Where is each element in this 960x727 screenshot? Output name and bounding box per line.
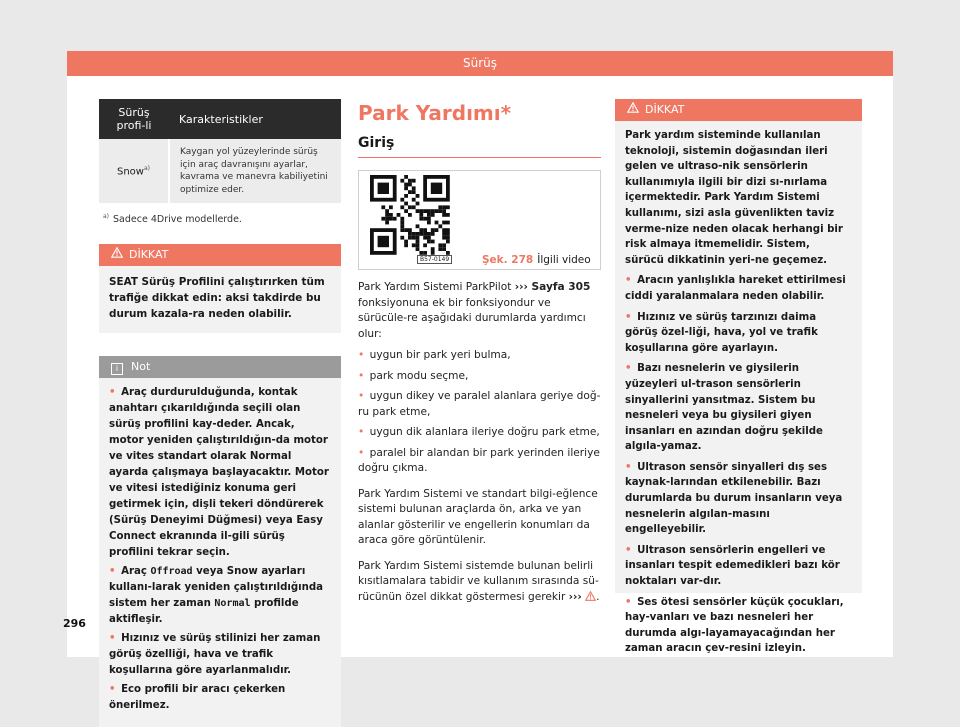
left-column xyxy=(99,99,341,727)
paragraph-text: Park Yardım Sistemi sistemde bulunan belirli kısıtlamalara tabidir ve kullanım sırasında sü-rücünün özel dikkat göstermesi gerekir xyxy=(358,559,599,603)
list-item xyxy=(109,564,331,628)
bullet: • xyxy=(625,275,632,287)
bullet: • xyxy=(358,369,365,382)
list-item-text: park modu seçme, xyxy=(369,369,469,382)
page-reference-link[interactable]: ››› Sayfa 305 xyxy=(514,281,591,293)
bullet: • xyxy=(358,446,365,459)
table-header-row xyxy=(99,99,341,139)
note-item-text: Araç durdurulduğunda, kontak anahtarı çıkarıldığında seçili olan sürüş profilini kay-deder. Ancak, motor yeniden çalıştırıldığın-da motor ve vites standart olarak Normal ayarda çalışmaya başlayacaktır. Motor ve vitesi istediğiniz konuma geri getirmek için, dişli tekeri döndürerek (Sürüş Deneyimi Düğmesi) veya Easy Connect ekranında il-gili sürüş profilini tekrar seçin. xyxy=(109,387,329,559)
qr-code-graphic xyxy=(367,175,453,255)
warning-item-text: Aracın yanlışlıkla hareket ettirilmesi ciddi yaralanmalara neden olabilir. xyxy=(625,275,846,302)
list-item xyxy=(358,348,601,364)
note-body xyxy=(99,378,341,727)
bullet: • xyxy=(625,461,632,473)
qr-code[interactable] xyxy=(367,175,453,263)
mode-label: Snow xyxy=(116,166,144,178)
note-item-text: Eco profili bir aracı çekerken önerilmez. xyxy=(109,684,286,712)
warning-body xyxy=(615,121,862,657)
middle-column xyxy=(358,99,601,605)
intro-text: Park Yardım Sistemi ParkPilot xyxy=(358,281,515,293)
paragraph-limitations: Park Yardım Sistemi sistemde bulunan belirli kısıtlamalara tabidir ve kullanım sırasında sü-rücünün özel dikkat göstermesi gerekir ››› . xyxy=(358,559,600,603)
note-item-text: veya xyxy=(192,566,227,578)
note-item-text: profilde aktifleşir. xyxy=(109,598,299,626)
list-item xyxy=(625,310,852,357)
intro-paragraph xyxy=(358,280,601,342)
footnote-text: Sadece 4Drive modellerde. xyxy=(113,214,242,226)
bullet: • xyxy=(358,349,365,361)
warning-reference-link[interactable]: ››› xyxy=(568,590,582,603)
list-item xyxy=(358,389,601,420)
footnote-mark: a) xyxy=(143,164,150,172)
paragraph-display: Park Yardım Sistemi ve standart bilgi-eğlence sistemi bulunan araçlarda ön, arka ve yan alanlar gösterilir ve engellerin konumları da araca göre görüntülenir. xyxy=(358,487,598,546)
list-item xyxy=(109,631,331,679)
list-item xyxy=(109,385,331,561)
warning-triangle-icon xyxy=(627,99,639,121)
warning-header xyxy=(99,244,341,266)
warning-triangle-icon xyxy=(111,244,123,266)
intro-text: fonksiyonuna ek bir fonksiyondur ve sürücüle-re aşağıdaki durumlarda yardımcı olur: xyxy=(358,296,586,340)
section-header-band xyxy=(67,51,893,76)
list-item xyxy=(625,543,852,590)
bullet: • xyxy=(625,596,632,608)
bullet: • xyxy=(109,566,116,578)
list-item-text: uygun bir park yeri bulma, xyxy=(369,349,511,361)
warning-box-park-assist xyxy=(615,99,862,655)
note-item-text: Araç xyxy=(121,566,151,578)
warning-item-text: Ultrason sensör sinyalleri dış ses kaynak-larından etkilenebilir. Bazı durumlarda bu durum insanların veya nesnelerin algılan-masını engelleyebilir. xyxy=(625,461,843,536)
warning-text: SEAT Sürüş Profilini çalıştırırken tüm trafiğe dikkat edin: aksi takdirde bu durum kazala-ra neden olabilir. xyxy=(109,276,325,321)
section-title: Sürüş xyxy=(462,56,497,70)
snow-mode: Snow xyxy=(226,566,258,578)
list-item-text: uygun dik alanlara ileriye doğru park etme, xyxy=(369,426,600,438)
info-icon: i xyxy=(111,363,123,375)
table-footnote xyxy=(99,213,341,225)
note-box xyxy=(99,356,341,727)
list-item xyxy=(358,369,601,385)
warning-intro: Park yardım sisteminde kullanılan teknoloji, sistemin doğasından ileri gelen ve ultraso-nik sensörlerin kullanımıyla ilgili bir dizi sı-nırlama içermektedir. Park Yardım Sistemi kullanımı, sizi asla güvenlikten taviz verme-nize neden olacak herhangi bir risk almaya itmemelidir. Sistem, sürücü dikkatinin yeri-ne geçemez. xyxy=(625,130,843,266)
table-cell-description: Kaygan yol yüzeylerinde sürüş için araç davranışını ayarlar, kavrama ve manevra kabiliyetini optimize eder. xyxy=(169,139,341,203)
bullet: • xyxy=(625,363,632,375)
video-figure xyxy=(358,170,601,270)
warning-item-text: Hızınız ve sürüş tarzınızı daima görüş özel-liği, hava, yol ve trafik koşullarına göre ayarlayın. xyxy=(625,311,818,354)
bullet: • xyxy=(109,684,116,696)
drive-profile-table xyxy=(99,99,341,203)
figure-code: B57-0149 xyxy=(417,255,452,264)
warning-header xyxy=(615,99,862,121)
list-item xyxy=(625,460,852,538)
bullet: • xyxy=(109,387,116,399)
list-item xyxy=(625,273,852,304)
offroad-mode: Offroad xyxy=(150,566,193,578)
warning-item-text: Ultrason sensörlerin engelleri ve insanları tespit edemedikleri bazı kör noktaları var-dır. xyxy=(625,544,840,588)
feature-list xyxy=(358,348,601,477)
list-item xyxy=(109,682,331,714)
list-item-text: paralel bir alandan bir park yerinden ileriye doğru çıkma. xyxy=(358,446,600,474)
note-header xyxy=(99,356,341,378)
warning-title: DİKKAT xyxy=(129,248,169,262)
table-header-profile: Sürüş profi-li xyxy=(99,99,169,139)
note-title: Not xyxy=(131,360,151,374)
figure-label: Şek. 278 xyxy=(482,254,534,266)
section-subtitle: Giriş xyxy=(358,135,601,158)
list-item xyxy=(358,446,601,477)
bullet: • xyxy=(625,311,632,323)
bullet: • xyxy=(358,426,365,438)
list-item xyxy=(625,595,852,657)
list-item xyxy=(358,425,601,441)
warning-item-text: Bazı nesnelerin ve giysilerin yüzeyleri ul-trason sensörlerin sinyallerini yansıtmaz. Sistem bu nesneleri veya bu giysileri giyen insanları en azından doğru şekilde algıla-yamaz. xyxy=(625,363,823,453)
bullet: • xyxy=(625,544,632,556)
warning-box-drive-profile xyxy=(99,244,341,333)
table-row xyxy=(99,139,341,203)
footnote-label: a) xyxy=(103,213,110,220)
list-item xyxy=(625,361,852,455)
warning-triangle-icon xyxy=(585,591,596,603)
warning-title: DİKKAT xyxy=(645,103,685,116)
page-title: Park Yardımı* xyxy=(358,101,512,125)
list-item-text: uygun dikey ve paralel alanlara geriye doğ-ru park etme, xyxy=(358,390,601,418)
bullet: • xyxy=(109,633,116,645)
page-number: 296 xyxy=(63,617,86,630)
figure-caption-text: İlgili video xyxy=(537,254,591,266)
table-cell-mode xyxy=(99,139,169,203)
bullet: • xyxy=(358,390,365,402)
table-header-characteristics: Karakteristikler xyxy=(169,99,341,139)
figure-caption xyxy=(482,254,591,266)
warning-item-text: Ses ötesi sensörler küçük çocukları, hay-vanları ve bazı nesneleri her durumda algı-layamayacağından her zaman aracın çev-resini izleyin. xyxy=(625,596,844,655)
note-item-text: Hızınız ve sürüş stilinizi her zaman görüş özelliği, hava ve trafik koşullarına göre ayarlanmalıdır. xyxy=(109,633,321,677)
normal-mode: Normal xyxy=(214,598,251,610)
note-item-text: ayarları kullanı-larak yeniden çalıştırıldığında sistem her zaman xyxy=(109,566,324,610)
